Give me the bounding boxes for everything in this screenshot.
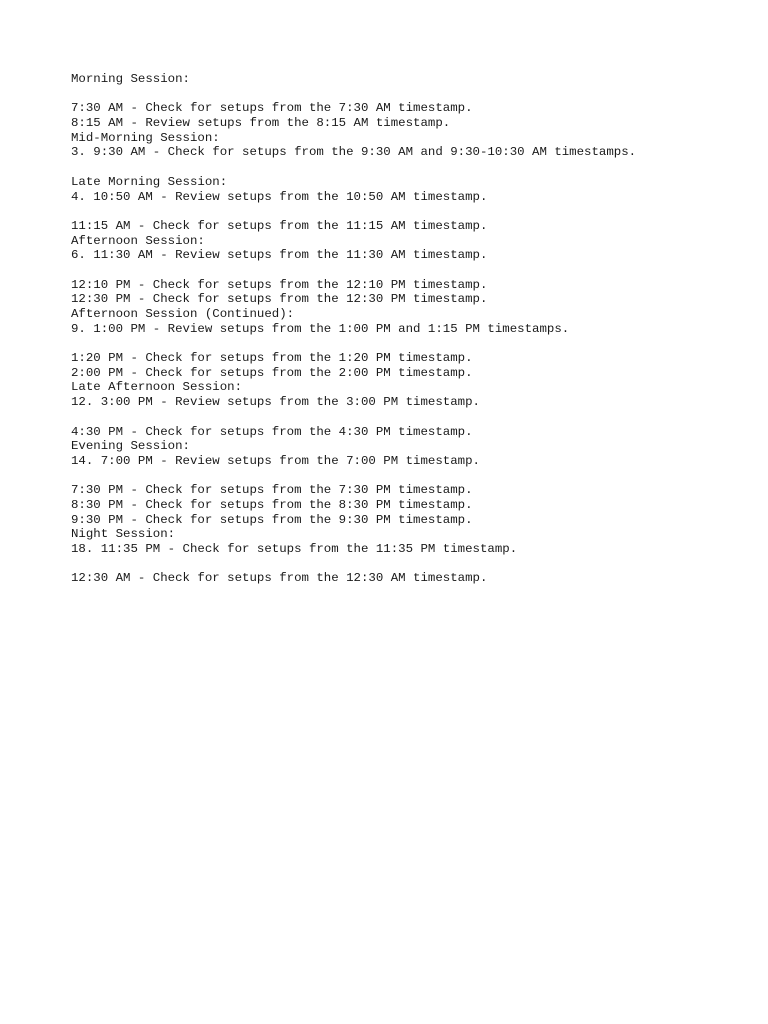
blank-line [71, 410, 751, 425]
schedule-line: 7:30 AM - Check for setups from the 7:30 AM timestamp. [71, 101, 473, 116]
session-heading-afternoon-continued: Afternoon Session (Continued): [71, 307, 295, 321]
blank-line [71, 263, 751, 278]
session-heading-mid-morning: Mid-Morning Session: [71, 130, 220, 145]
schedule-line: 12:10 PM - Check for setups from the 12:10 PM timestamp. [71, 277, 488, 292]
session-heading-morning: Morning Session: [71, 72, 190, 86]
schedule-line: 8:30 PM - Check for setups from the 8:30 PM timestamp. [71, 497, 473, 512]
schedule-line: 9:30 PM - Check for setups from the 9:30 PM timestamp. [71, 512, 473, 527]
schedule-line: 3. 9:30 AM - Check for setups from the 9:30 AM and 9:30-10:30 AM timestamps. [71, 145, 637, 160]
schedule-line: 12:30 PM - Check for setups from the 12:30 PM timestamp. [71, 292, 488, 307]
schedule-line: 6. 11:30 AM - Review setups from the 11:30 AM timestamp. [71, 248, 488, 263]
schedule-line: 4. 10:50 AM - Review setups from the 10:50 AM timestamp. [71, 189, 488, 204]
schedule-line: 12. 3:00 PM - Review setups from the 3:00 PM timestamp. [71, 395, 480, 410]
blank-line [71, 204, 751, 219]
schedule-line: 7:30 PM - Check for setups from the 7:30 PM timestamp. [71, 483, 473, 498]
blank-line [71, 557, 751, 572]
schedule-line: 8:15 AM - Review setups from the 8:15 AM timestamp. [71, 116, 451, 131]
schedule-line: 4:30 PM - Check for setups from the 4:30 PM timestamp. [71, 424, 473, 439]
schedule-line: 2:00 PM - Check for setups from the 2:00 PM timestamp. [71, 365, 473, 380]
blank-line [71, 469, 751, 484]
session-heading-evening: Evening Session: [71, 439, 190, 454]
schedule-line: 9. 1:00 PM - Review setups from the 1:00 PM and 1:15 PM timestamps. [71, 321, 570, 336]
document-page [71, 72, 751, 586]
blank-line [71, 87, 751, 102]
schedule-line: 14. 7:00 PM - Review setups from the 7:00 PM timestamp. [71, 453, 480, 468]
blank-line [71, 336, 751, 351]
schedule-line: 11:15 AM - Check for setups from the 11:15 AM timestamp. [71, 218, 488, 233]
schedule-line: 18. 11:35 PM - Check for setups from the 11:35 PM timestamp. [71, 542, 518, 556]
session-heading-afternoon: Afternoon Session: [71, 233, 205, 248]
schedule-line: 1:20 PM - Check for setups from the 1:20 PM timestamp. [71, 351, 473, 366]
session-heading-late-afternoon: Late Afternoon Session: [71, 380, 243, 395]
session-heading-night: Night Session: [71, 527, 176, 542]
schedule-line: 12:30 AM - Check for setups from the 12:30 AM timestamp. [71, 571, 488, 586]
blank-line [71, 160, 751, 175]
session-heading-late-morning: Late Morning Session: [71, 174, 228, 189]
